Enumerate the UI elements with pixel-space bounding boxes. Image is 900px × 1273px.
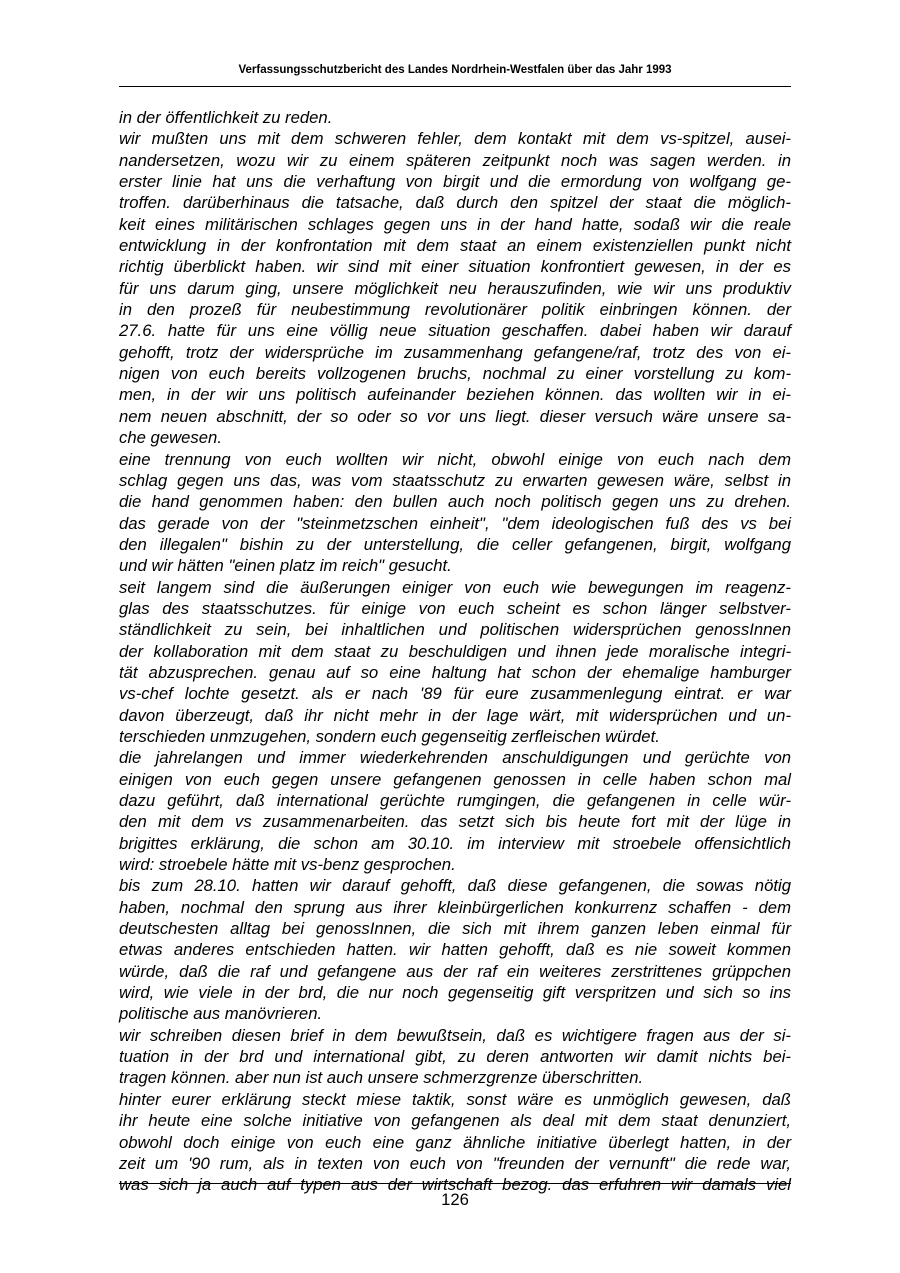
page-number: 126 <box>441 1190 469 1209</box>
text-line: was sich ja auch auf typen aus der wirtschaft bezog. das erfuhren wir damals viel <box>119 1175 791 1195</box>
text-line: troffen. darüberhinaus die tatsache, daß durch den spitzel der staat die möglich- <box>119 193 791 213</box>
text-line: richtig überblickt haben. wir sind mit einer situation konfrontiert gewesen, in der es <box>119 257 791 277</box>
text-line: in den prozeß für neubestimmung revolutionärer politik einbringen können. der <box>119 300 791 320</box>
text-line: davon überzeugt, daß ihr nicht mehr in der lage wärt, mit widersprüchen und un- <box>119 705 791 725</box>
text-line: 27.6. hatte für uns eine völlig neue situation geschaffen. dabei haben wir darauf <box>119 321 791 341</box>
text-line: den mit dem vs zusammenarbeiten. das setzt sich bis heute fort mit der lüge in <box>119 812 791 832</box>
text-line: tuation in der brd und international gibt, zu deren antworten wir damit nichts bei- <box>119 1047 791 1067</box>
page-header-title: Verfassungsschutzbericht des Landes Nordrhein-Westfalen über das Jahr 1993 <box>238 64 672 76</box>
text-line: keit eines militärischen schlages gegen uns in der hand hatte, sodaß wir die reale <box>119 214 791 234</box>
text-line: für uns darum ging, unsere möglichkeit neu herauszufinden, wie wir uns produktiv <box>119 278 791 298</box>
text-line: ihr heute eine solche initiative von gefangenen als deal mit dem staat denunziert, <box>119 1111 791 1131</box>
text-line: glas des staatsschutzes. für einige von euch scheint es schon länger selbstver- <box>119 598 791 618</box>
text-line: zeit um '90 rum, als in texten von euch von "freunden der vernunft" die rede war, <box>119 1153 791 1173</box>
text-line: haben, nochmal den sprung aus ihrer kleinbürgerlichen konkurrenz schaffen - dem <box>119 897 791 917</box>
text-line: einigen von euch gegen unsere gefangenen genossen in celle haben schon mal <box>119 769 791 789</box>
text-line: wird: stroebele hätte mit vs-benz gesprochen. <box>119 855 456 875</box>
text-line: wird, wie viele in der brd, die nur noch gegenseitig gift verspritzen und sich so ins <box>119 983 791 1003</box>
text-line: etwas anderes entschieden hatten. wir hatten gehofft, daß es nie soweit kommen <box>119 940 791 960</box>
text-line: obwohl doch einige von euch eine ganz ähnliche initiative überlegt hatten, in der <box>119 1132 791 1152</box>
text-line: brigittes erklärung, die schon am 30.10. im interview mit stroebele offensichtlich <box>119 833 791 853</box>
text-line: erster linie hat uns die verhaftung von birgit und die ermordung von wolfgang ge- <box>119 172 791 192</box>
text-line: men, in der wir uns politisch aufeinander beziehen können. das wollten wir in ei- <box>119 385 791 405</box>
text-line: nandersetzen, wozu wir zu einem späteren zeitpunkt noch was sagen werden. in <box>119 150 791 170</box>
text-line: wir schreiben diesen brief in dem bewußtsein, daß es wichtigere fragen aus der si- <box>119 1025 791 1045</box>
text-line: hinter eurer erklärung steckt miese taktik, sonst wäre es unmöglich gewesen, daß <box>119 1089 791 1109</box>
text-line: nem neuen abschnitt, der so oder so vor uns liegt. dieser versuch wäre unsere sa- <box>119 406 791 426</box>
text-line: terschieden unmzugehen, sondern euch gegenseitig zerfleischen würdet. <box>119 726 660 746</box>
text-line: in der öffentlichkeit zu reden. <box>119 108 333 127</box>
text-line: vs-chef lochte gesetzt. als er nach '89 für eure zusammenlegung eintrat. er war <box>119 684 791 704</box>
text-line: politische aus manövrieren. <box>119 1004 323 1024</box>
text-line: der kollaboration mit dem staat zu beschuldigen und ihnen jede moralische integri- <box>119 641 791 661</box>
text-line: che gewesen. <box>119 428 222 448</box>
text-line: schlag gegen uns das, was vom staatsschutz zu erwarten gewesen wäre, selbst in <box>119 470 791 490</box>
text-line: entwicklung in der konfrontation mit dem staat an einem existenziellen punkt nicht <box>119 236 791 256</box>
text-line: die jahrelangen und immer wiederkehrenden anschuldigungen und gerüchte von <box>119 748 791 768</box>
text-line: den illegalen" bishin zu der unterstellung, die celler gefangenen, birgit, wolfgang <box>119 534 791 554</box>
text-line: eine trennung von euch wollten wir nicht, obwohl einige von euch nach dem <box>119 449 791 469</box>
text-line: deutschesten alltag bei genossInnen, die sich mit ihrem ganzen leben einmal für <box>119 919 791 939</box>
text-line: gehofft, trotz der widersprüche im zusammenhang gefangene/raf, trotz des von ei- <box>119 342 791 362</box>
text-line: tragen können. aber nun ist auch unsere schmerzgrenze überschritten. <box>119 1068 644 1088</box>
text-line: ständlichkeit zu sein, bei inhaltlichen und politischen widersprüchen genossInnen <box>119 620 791 640</box>
text-line: nigen von euch bereits vollzogenen bruchs, nochmal zu einer vorstellung zu kom- <box>119 364 791 384</box>
text-line: tät abzusprechen. genau auf so eine haltung hat schon der ehemalige hamburger <box>119 662 791 682</box>
text-line: seit langem sind die äußerungen einiger von euch wie bewegungen im reagenz- <box>119 577 791 597</box>
text-line: das gerade von der "steinmetzschen einheit", "dem ideologischen fuß des vs bei <box>119 513 791 533</box>
text-line: bis zum 28.10. hatten wir darauf gehofft, daß diese gefangenen, die sowas nötig <box>119 876 791 896</box>
body-text <box>119 107 791 1196</box>
text-line: wir mußten uns mit dem schweren fehler, dem kontakt mit dem vs-spitzel, ausei- <box>119 129 791 149</box>
text-line: dazu geführt, daß international gerüchte rumgingen, die gefangenen in celle wür- <box>119 791 791 810</box>
text-line: und wir hätten "einen platz im reich" gesucht. <box>119 556 452 576</box>
footer-rule <box>119 1183 791 1184</box>
header-rule <box>119 86 791 87</box>
text-line: die hand genommen haben: den bullen auch noch politisch gegen uns zu drehen. <box>119 492 791 512</box>
text-line: würde, daß die raf und gefangene aus der raf ein weiteres zerstrittenes grüppchen <box>119 961 791 981</box>
